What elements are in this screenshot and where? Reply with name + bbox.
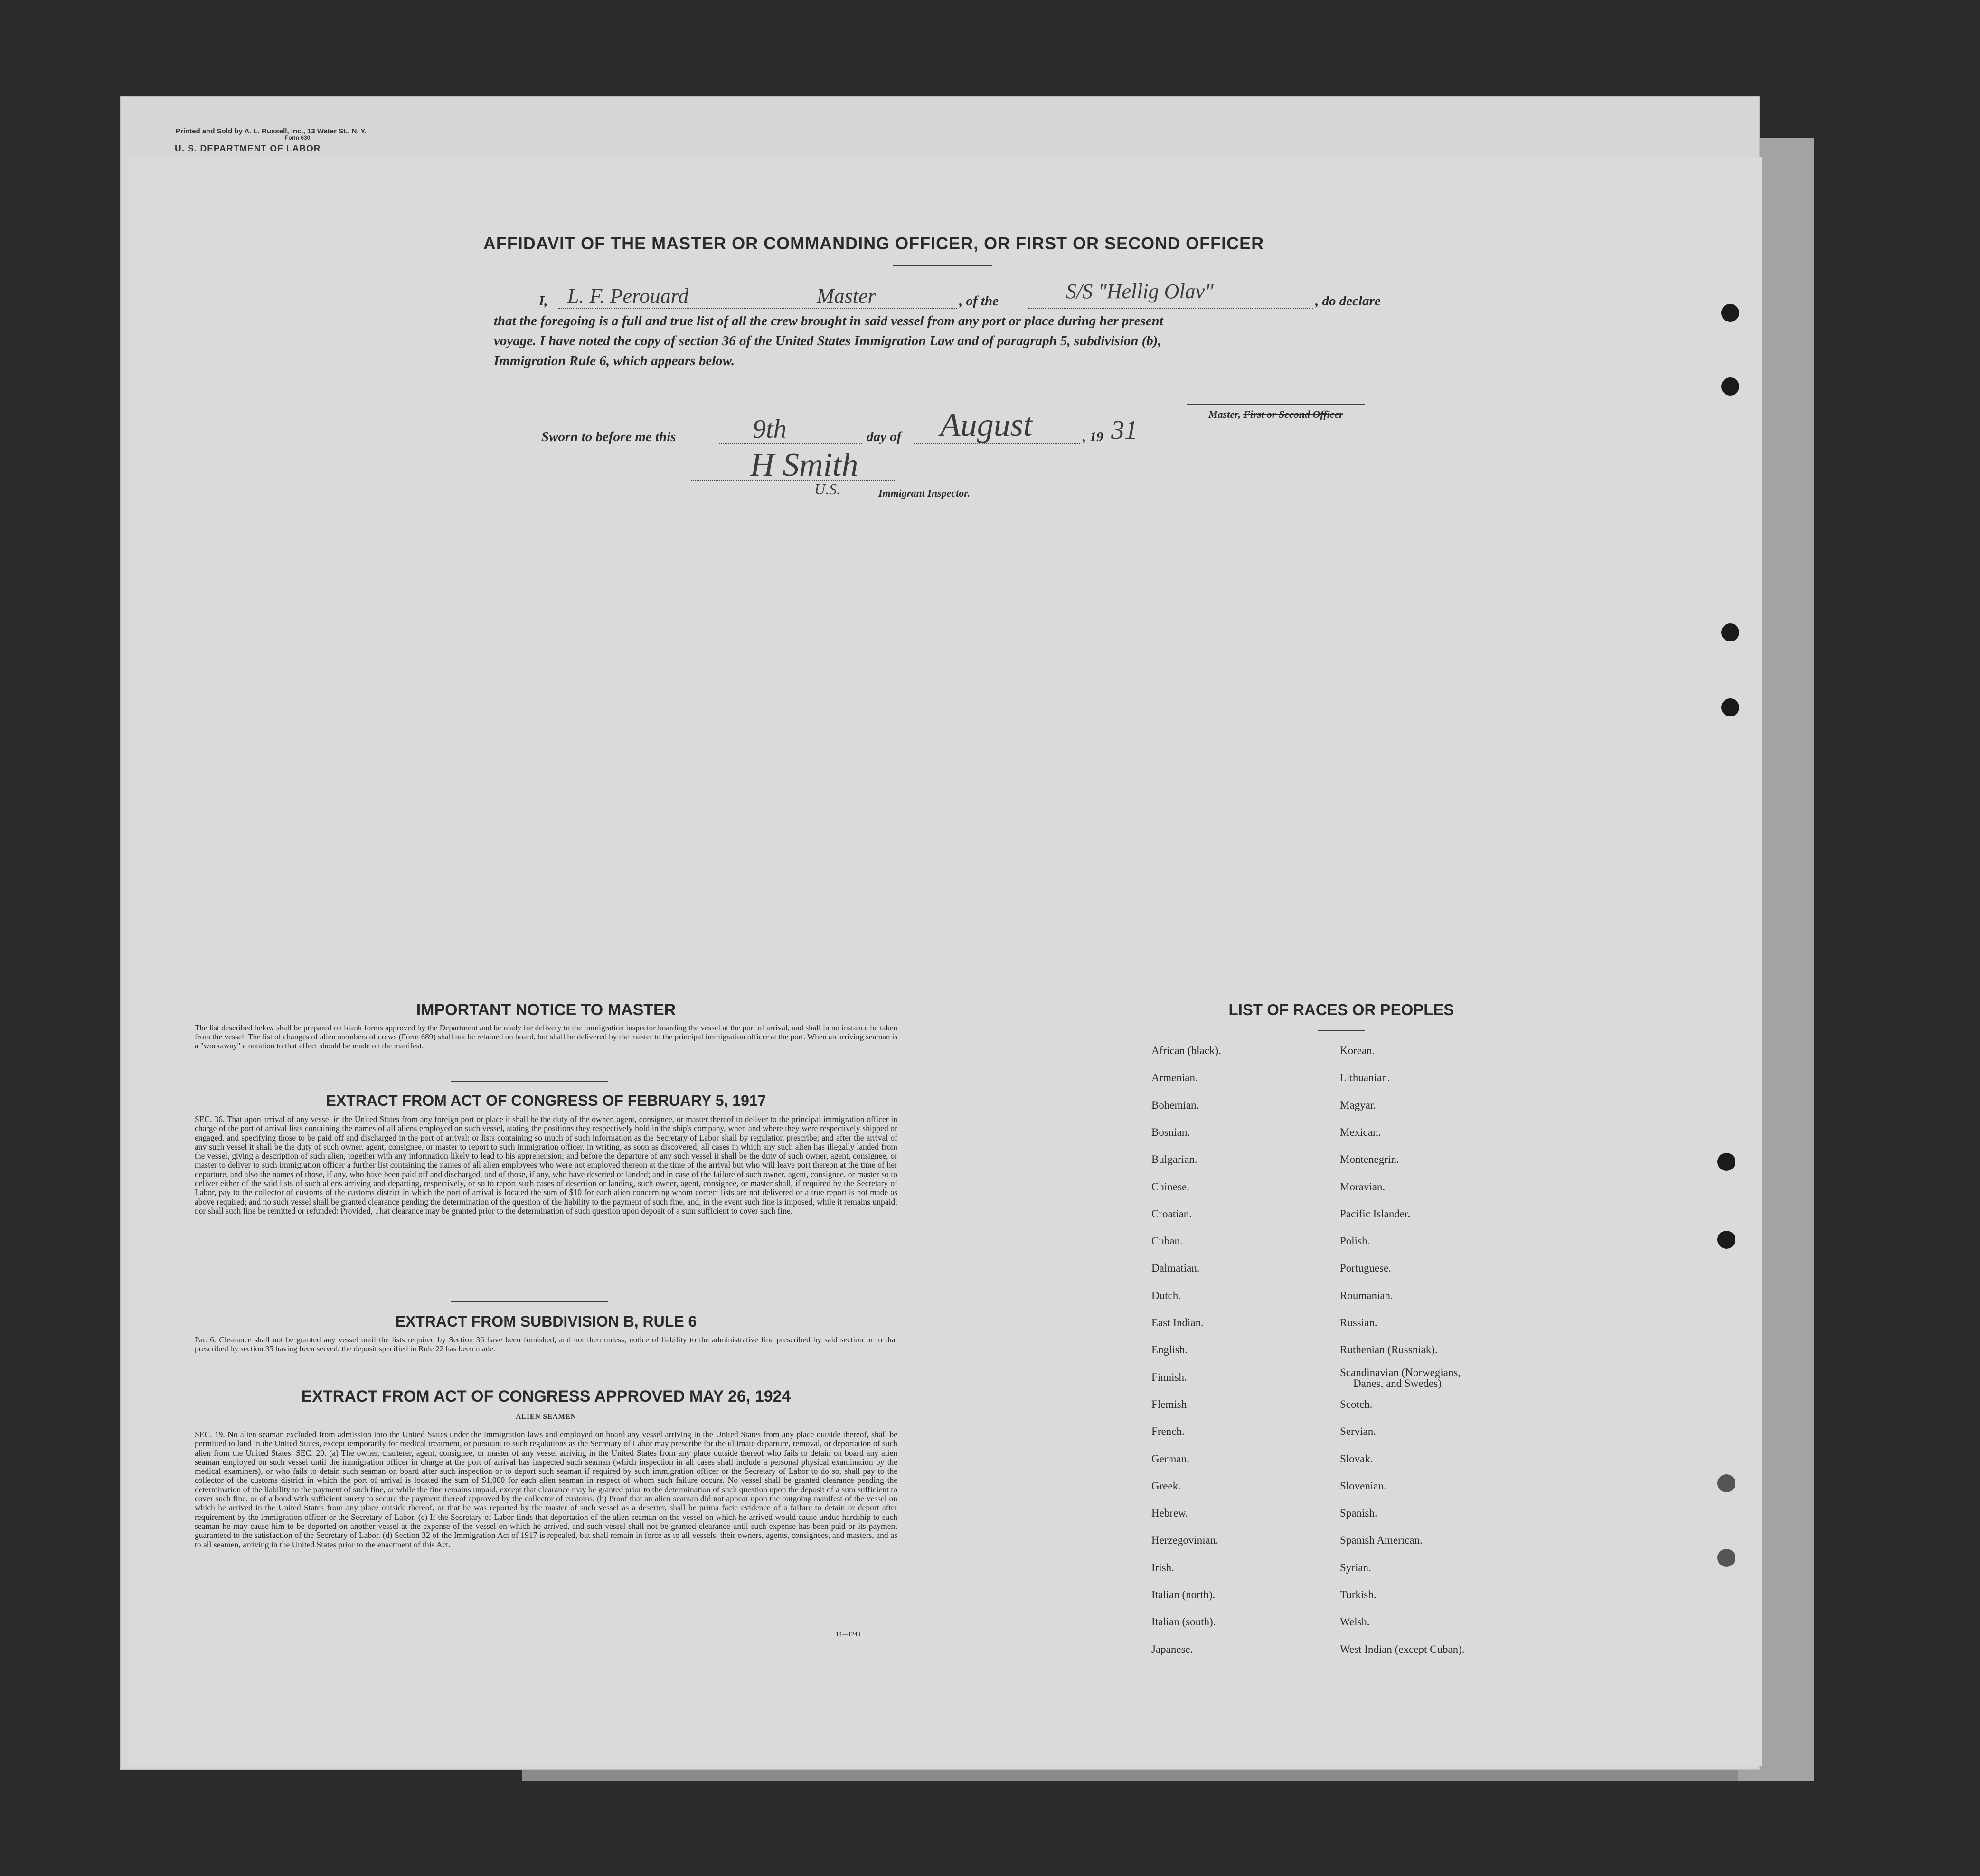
year-handwriting: 31 <box>1111 415 1138 445</box>
declaration-line-2: that the foregoing is a full and true list of all the crew brought in said vessel from any port or place during her present <box>494 313 1163 329</box>
i-label: I, <box>539 293 548 309</box>
notice-body: The list described below shall be prepared on blank forms approved by the Department and be ready for delivery to the immigration inspector boarding the vessel at the port of arrival, and shall in no instance be taken from the vessel. The list of changes of alien members of crews (Form 689) shall not be retained on board, but shall be delivered by the master to the principal immigration officer at the port. When an arriving seaman is a "workaway" a notation to that effect should be made on the manifest. <box>195 1023 897 1050</box>
vessel-handwriting: S/S "Hellig Olav" <box>1066 280 1214 303</box>
race-item: French. <box>1151 1425 1185 1438</box>
race-item: Moravian. <box>1340 1180 1386 1193</box>
race-item-scandinavian-continued: Danes, and Swedes). <box>1353 1377 1444 1389</box>
extract-rule6-title: EXTRACT FROM SUBDIVISION B, RULE 6 <box>395 1313 697 1330</box>
race-item: Polish. <box>1340 1235 1370 1247</box>
race-item: Flemish. <box>1151 1398 1189 1410</box>
race-item: Portuguese. <box>1340 1262 1391 1274</box>
race-item: Cuban. <box>1151 1235 1183 1247</box>
extract-1924-body: SEC. 19. No alien seaman excluded from admission into the United States under the immigration laws and employed on board any vessel arriving in the United States from any place outside thereof, shall be permitted to land in the United States, except temporarily for medical treatment, or pursuant to such regulations as the Secretary of Labor may prescribe for the ultimate departure, removal, or deportation of such alien from the United States. SEC. 20. (a) The owner, charterer, agent, consignee, or master of any vessel arriving in the United States from any place outside thereof who fails to detain on board any alien seaman employed on such vessel until the immigration officer in charge at the port of arrival has inspected such seaman (which inspection in all cases shall include a personal physical examination by the medical examiners), or who fails to detain such seaman on board after such inspection or to deport such seaman if required by such immigration officer or the Secretary of Labor to do so, shall pay to the collector of the customs district in which the port of arrival is located the sum of $1,000 for each alien seaman in respect of whom such failure occurs. No vessel shall be granted clearance pending the determination of the liability to the payment of such fine, or while the fine remains unpaid, except that clearance may be granted prior to the determination of such question upon the deposit of a sum sufficient to cover such fine, or of a bond with sufficient surety to secure the payment thereof approved by the collector of customs. (b) Proof that an alien seaman did not appear upon the outgoing manifest of the vessel on which he arrived in the United States from any place outside thereof, or that he was reported by the master of such vessel as a deserter, shall be prima facie evidence of a failure to detain or deport after requirement by the immigration officer or the Secretary of Labor. (c) If the Secretary of Labor finds that deportation of the alien seaman on the vessel on which he arrived would cause undue hardship to such seaman he may cause him to be deported on another vessel at the expense of the vessel on which he arrived, and such vessel shall not be granted clearance until such expense has been paid or its payment guaranteed to the satisfaction of the Secretary of Labor. (d) Section 32 of the Immigration Act of 1917 is repealed, but shall remain in force as to all vessels, their owners, agents, consignees, and masters, and as to all seamen, arriving in the United States prior to the enactment of this Act. <box>195 1430 897 1549</box>
form-number: Form 630 <box>285 134 311 141</box>
of-the-label: , of the <box>959 293 999 309</box>
affidavit-title: AFFIDAVIT OF THE MASTER OR COMMANDING OFFICER, OR FIRST OR SECOND OFFICER <box>483 234 1264 253</box>
race-item: Spanish American. <box>1340 1534 1423 1546</box>
race-item: Pacific Islander. <box>1340 1207 1411 1220</box>
printer-text: Printed and Sold by A. L. Russell, Inc., 13 Water St., N. Y. <box>176 127 367 135</box>
race-item: East Indian. <box>1151 1317 1204 1329</box>
month-handwriting: August <box>940 407 1033 443</box>
race-item: Italian (north). <box>1151 1589 1216 1601</box>
master-signature-label <box>1208 408 1343 421</box>
race-item: Scotch. <box>1340 1398 1373 1410</box>
punch-hole-icon <box>1717 1231 1735 1249</box>
race-item: Bohemian. <box>1151 1099 1199 1111</box>
race-item: Montenegrin. <box>1340 1153 1399 1166</box>
race-item: Spanish. <box>1340 1507 1377 1519</box>
race-item: Scandinavian (Norwegians, <box>1340 1366 1461 1378</box>
inspector-label: Immigrant Inspector. <box>878 487 971 499</box>
race-item: Magyar. <box>1340 1099 1377 1111</box>
race-item: Herzegovinian. <box>1151 1534 1219 1546</box>
race-item: Armenian. <box>1151 1072 1198 1084</box>
race-item: Chinese. <box>1151 1180 1189 1193</box>
race-item: Syrian. <box>1340 1561 1371 1574</box>
master-label: Master, <box>1208 408 1241 420</box>
notice-title: IMPORTANT NOTICE TO MASTER <box>416 1001 676 1019</box>
race-item: Dalmatian. <box>1151 1262 1200 1274</box>
printer-imprint <box>176 127 367 141</box>
race-item: West Indian (except Cuban). <box>1340 1643 1465 1655</box>
race-item: Roumanian. <box>1340 1289 1393 1301</box>
alien-seamen-subtitle: ALIEN SEAMEN <box>516 1413 576 1421</box>
declaration-line-3: voyage. I have noted the copy of section 36 of the United States Immigration Law and of paragraph 5, subdivision (b), <box>494 333 1161 349</box>
punch-hole-icon <box>1721 377 1739 396</box>
year-prefix: , 19 <box>1083 429 1103 444</box>
extract-rule6-body: Par. 6. Clearance shall not be granted any vessel until the lists required by Section 36 have been furnished, and not then unless, notice of liability to the administrative fine prescribed by said section or to that prescribed by section 35 having been served, the deposit specified in Rule 22 has been made. <box>195 1335 897 1353</box>
race-item: Ruthenian (Russniak). <box>1340 1344 1438 1356</box>
declaration-line-1 <box>539 293 548 309</box>
title-divider <box>893 265 992 266</box>
race-item: Slovenian. <box>1340 1480 1386 1492</box>
extract-1917-divider <box>451 1301 608 1302</box>
races-divider <box>1318 1030 1365 1031</box>
punch-hole-icon <box>1717 1153 1735 1171</box>
master-rank-handwriting: Master <box>817 284 876 308</box>
races-title: LIST OF RACES OR PEOPLES <box>1228 1001 1454 1018</box>
declaration-line-4: Immigration Rule 6, which appears below. <box>494 353 735 368</box>
master-signature-line <box>1187 404 1365 405</box>
race-item: Finnish. <box>1151 1371 1187 1383</box>
race-item: Croatian. <box>1151 1207 1192 1220</box>
extract-1924-title: EXTRACT FROM ACT OF CONGRESS APPROVED MAY 26, 1924 <box>301 1387 791 1405</box>
day-handwriting: 9th <box>753 415 787 444</box>
race-item: Dutch. <box>1151 1289 1181 1301</box>
race-item: English. <box>1151 1344 1188 1356</box>
punch-hole-icon <box>1721 623 1739 641</box>
race-item: Turkish. <box>1340 1589 1377 1601</box>
master-name-handwriting: L. F. Perouard <box>567 284 689 308</box>
race-item: African (black). <box>1151 1045 1221 1056</box>
form-code: 14—1240 <box>836 1631 860 1638</box>
punch-hole-icon <box>1721 304 1739 322</box>
race-item: Italian (south). <box>1151 1616 1216 1628</box>
race-item: Bosnian. <box>1151 1126 1190 1138</box>
punch-hole-icon <box>1717 1474 1735 1492</box>
race-item: Lithuanian. <box>1340 1072 1390 1084</box>
extract-1917-title: EXTRACT FROM ACT OF CONGRESS OF FEBRUARY 5, 1917 <box>326 1092 766 1109</box>
vessel-underline <box>1028 308 1313 309</box>
day-underline <box>719 443 862 444</box>
race-item: Korean. <box>1340 1045 1375 1056</box>
race-item: Japanese. <box>1151 1643 1193 1655</box>
race-item: Mexican. <box>1340 1126 1381 1138</box>
race-item: Welsh. <box>1340 1616 1370 1628</box>
race-item: Greek. <box>1151 1480 1181 1492</box>
day-of-label: day of <box>867 429 902 444</box>
declare-label: , do declare <box>1315 293 1381 309</box>
punch-hole-icon <box>1717 1549 1735 1567</box>
race-item: Bulgarian. <box>1151 1153 1197 1166</box>
inspector-signature-handwriting: H Smith <box>750 447 858 483</box>
race-item: Hebrew. <box>1151 1507 1188 1519</box>
punch-hole-icon <box>1721 698 1739 716</box>
race-item: Russian. <box>1340 1317 1377 1329</box>
notice-divider <box>451 1081 608 1082</box>
sworn-prefix: Sworn to before me this <box>541 429 676 444</box>
race-item: Slovak. <box>1340 1452 1373 1465</box>
extract-1917-body: SEC. 36. That upon arrival of any vessel in the United States from any foreign port or place it shall be the duty of the owner, agent, consignee, or master thereof to deliver to the principal immigration officer in charge of the port of arrival lists containing the names of all aliens employed on such vessel, stating the positions they respectively hold in the ship's company, when and where they were respectively shipped or engaged, and specifying those to be paid off and discharged in the port of arrival; or lists containing so much of such information as the Secretary of Labor shall by regulation prescribe; and after the arrival of any such vessel it shall be the duty of such owner, agent, consignee, or master to report to such immigration officer, in writing, as soon as discovered, all cases in which any such alien has illegally landed from the vessel, giving a description of such alien, together with any information likely to lead to his apprehension; and before the departure of any such vessel it shall be the duty of such owner, agent, consignee, or master to deliver to such immigration officer a further list containing the names of all alien employees who were not employed thereon at the time of the arrival but who will leave port thereon at the time of her departure, and also the names of those, if any, who have been paid off and discharged, and of those, if any, who have deserted or landed; and in case of the failure of such owner, agent, consignee, or master so to deliver either of the said lists of such aliens arriving and departing, respectively, or so to report such cases of desertion or landing, such owner, agent, consignee, or master shall, if required by the Secretary of Labor, pay to the collector of customs of the customs district in which the port of arrival is located the sum of $10 for each alien concerning whom correct lists are not delivered or a true report is not made as above required; and no such vessel shall be granted clearance pending the determination of the question of the liability to the payment of such fine, and, in the event such fine is imposed, while it remains unpaid; nor shall such fine be remitted or refunded: Provided, That clearance may be granted prior to the determination of such question upon deposit of a sum sufficient to cover such fine. <box>195 1114 897 1216</box>
race-item: German. <box>1151 1452 1189 1465</box>
us-handwriting: U.S. <box>814 481 841 498</box>
race-item: Servian. <box>1340 1425 1377 1438</box>
race-item: Irish. <box>1151 1561 1174 1574</box>
department-label: U. S. DEPARTMENT OF LABOR <box>175 144 321 154</box>
struck-officer-label: First or Second Officer <box>1243 408 1343 420</box>
